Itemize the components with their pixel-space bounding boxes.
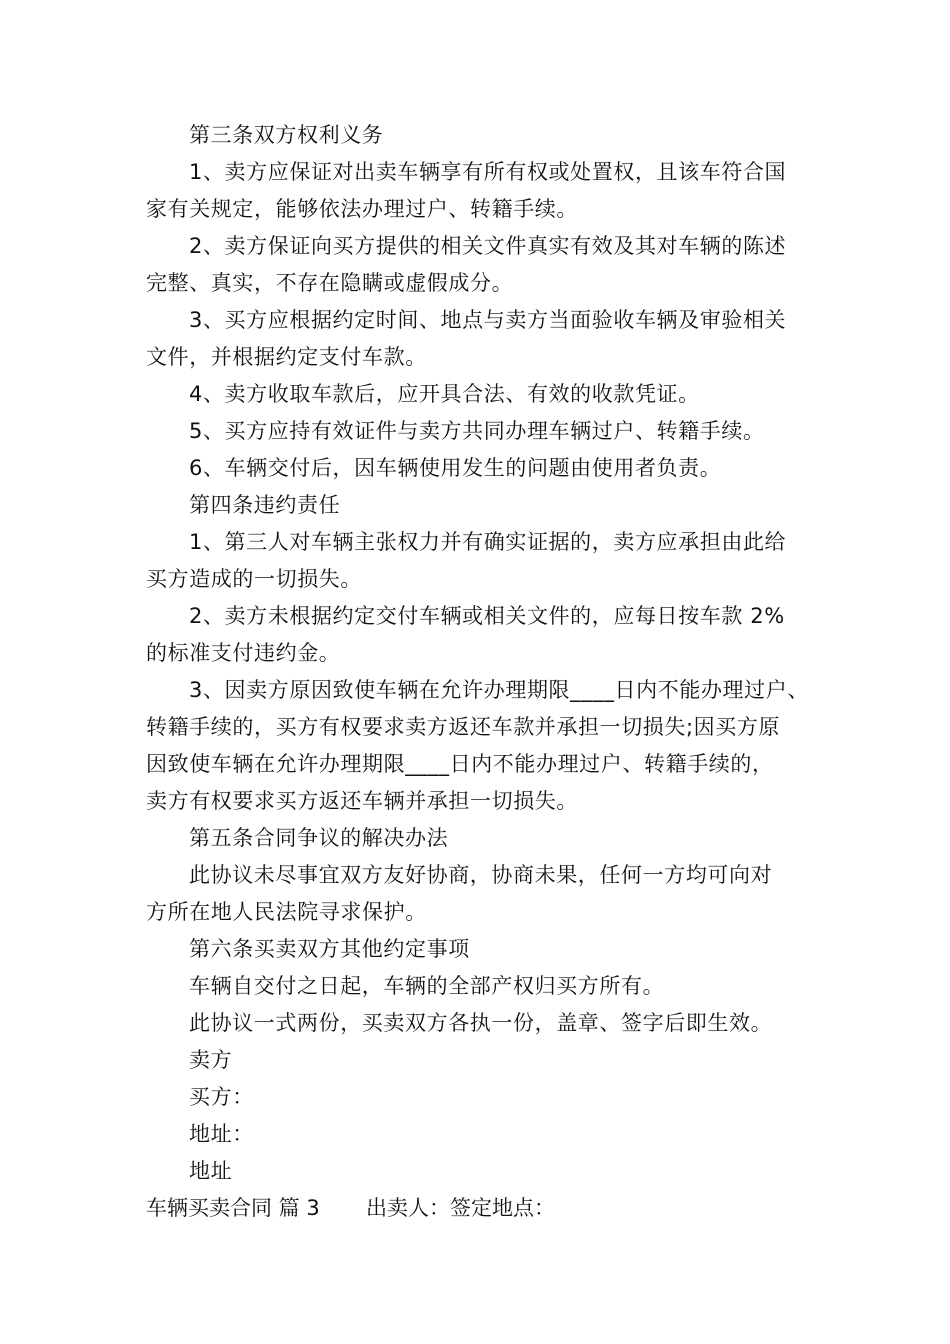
section-heading-5: 第五条合同争议的解决办法 [189, 826, 449, 850]
clause-3-3-line-1: 3、买方应根据约定时间、地点与卖方当面验收车辆及审验相关 [189, 308, 787, 332]
clause-5-line-2: 方所在地人民法院寻求保护。 [146, 900, 427, 924]
clause-6-2: 此协议一式两份，买卖双方各执一份，盖章、签字后即生效。 [189, 1011, 773, 1035]
clause-4-1-line-1: 1、第三人对车辆主张权力并有确实证据的，卖方应承担由此给 [189, 530, 787, 554]
clause-3-2-line-1: 2、卖方保证向买方提供的相关文件真实有效及其对车辆的陈述 [189, 234, 787, 258]
clause-4-2-line-1: 2、卖方未根据约定交付车辆或相关文件的，应每日按车款 2% [189, 604, 785, 628]
seller-label: 卖方 [189, 1048, 233, 1072]
clause-4-3-line-1: 3、因卖方原因致使车辆在允许办理期限____日内不能办理过户、 [189, 678, 809, 702]
clause-4-3-line-4: 卖方有权要求买方返还车辆并承担一切损失。 [146, 789, 578, 813]
clause-3-3-line-2: 文件，并根据约定支付车款。 [146, 345, 427, 369]
section-heading-3: 第三条双方权利义务 [189, 123, 384, 147]
clause-4-1-line-2: 买方造成的一切损失。 [146, 567, 362, 591]
seller-signing-place-label: 出卖人：签定地点： [366, 1196, 555, 1220]
buyer-label: 买方： [189, 1085, 254, 1109]
section-title-contract-3: 车辆买卖合同 篇 3 [146, 1196, 320, 1220]
clause-3-2-line-2: 完整、真实，不存在隐瞒或虚假成分。 [146, 271, 514, 295]
clause-4-2-line-2: 的标准支付违约金。 [146, 641, 341, 665]
clause-3-6: 6、车辆交付后，因车辆使用发生的问题由使用者负责。 [189, 456, 722, 480]
clause-3-1-line-2: 家有关规定，能够依法办理过户、转籍手续。 [146, 197, 578, 221]
clause-4-3-line-3: 因致使车辆在允许办理期限____日内不能办理过户、转籍手续的， [146, 752, 774, 776]
clause-6-1: 车辆自交付之日起，车辆的全部产权归买方所有。 [189, 974, 665, 998]
section-heading-4: 第四条违约责任 [189, 493, 341, 517]
clause-3-5: 5、买方应持有效证件与卖方共同办理车辆过户、转籍手续。 [189, 419, 765, 443]
clause-3-4: 4、卖方收取车款后，应开具合法、有效的收款凭证。 [189, 382, 700, 406]
clause-4-3-line-2: 转籍手续的，买方有权要求卖方返还车款并承担一切损失;因买方原 [146, 715, 781, 739]
clause-3-1-line-1: 1、卖方应保证对出卖车辆享有所有权或处置权，且该车符合国 [189, 160, 787, 184]
section-heading-6: 第六条买卖双方其他约定事项 [189, 937, 470, 961]
clause-5-line-1: 此协议未尽事宜双方友好协商，协商未果，任何一方均可向对 [189, 863, 773, 887]
address-label-2: 地址 [189, 1159, 233, 1183]
address-label-1: 地址： [189, 1122, 254, 1146]
